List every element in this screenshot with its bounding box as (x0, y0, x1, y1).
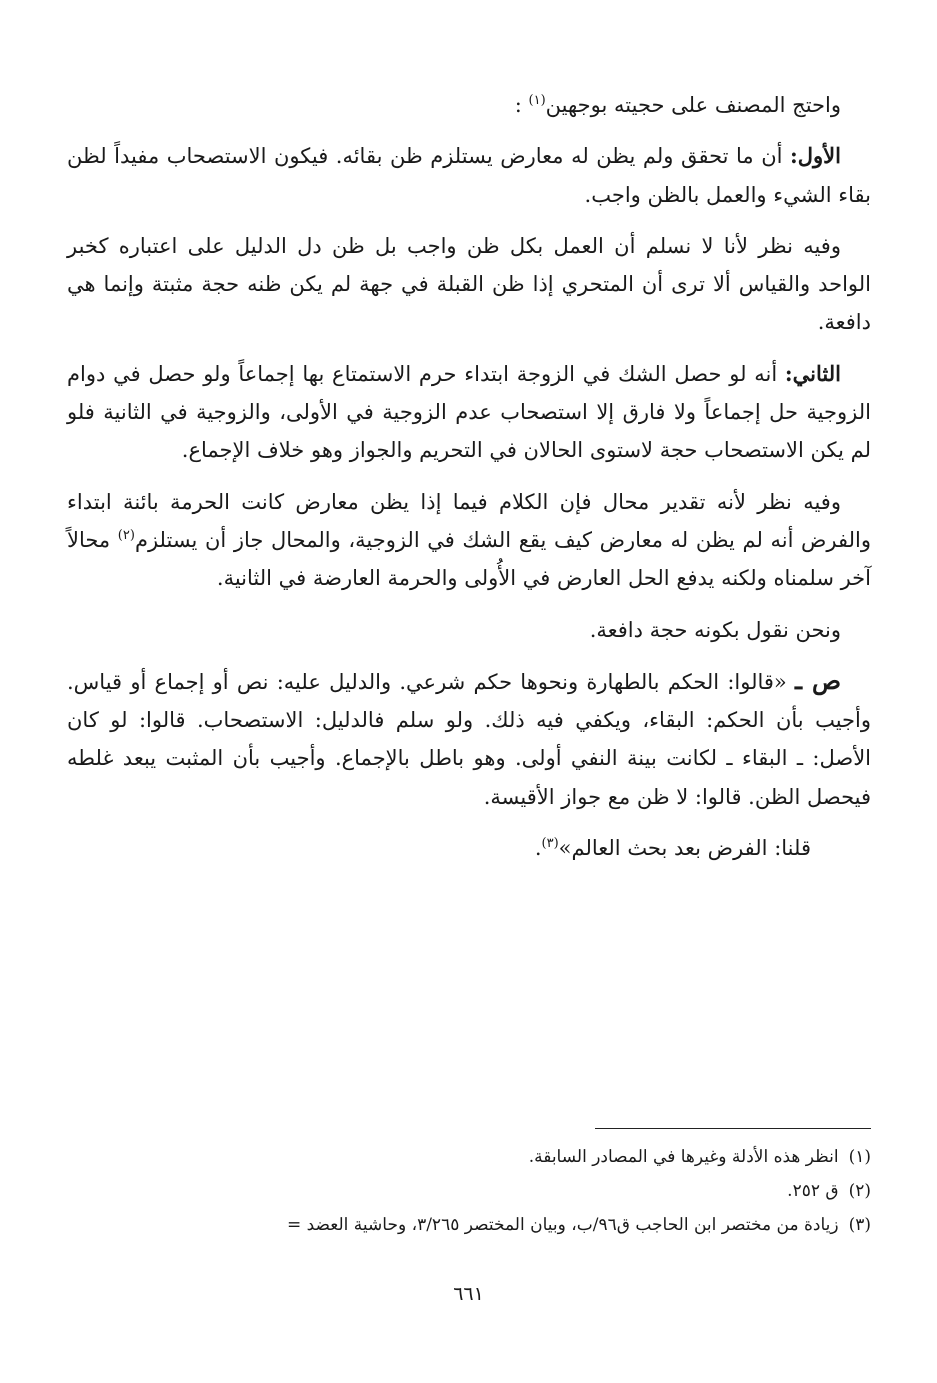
footnotes (67, 1140, 871, 1242)
main-text (67, 86, 871, 880)
sad-marker: ص ـ (795, 665, 841, 695)
paragraph-first-objection: وفيه نظر لأنا لا نسلم أن العمل بكل ظن واجب بل ظن دل الدليل على اعتباره كخبر الواحد والقياس ألا ترى أن المتحري إذا ظن القبلة في جهة لم يكن ظنه حجة مثبتة وإنما هي دافعة. (67, 233, 871, 335)
second-label: الثاني: (784, 360, 841, 386)
footnote-ref-2[interactable]: (٢) (117, 527, 135, 543)
paragraph-intro: واحتج المصنف على حجيته بوجهين$^{(١)}$ : (514, 93, 841, 117)
paragraph-first-argument: الأول: أن ما تحقق ولم يظن له معارض يستلزم ظن بقائه. فيكون الاستصحاب مفيداً لظن بقاء الشيء والعمل بالظن واجب. (67, 143, 871, 207)
paragraph-second-objection: وفيه نظر لأنه تقدير محال فإن الكلام فيما إذا يظن معارض كانت الحرمة بائنة ابتداء والفرض أنه لم يظن له معارض كيف يقع الشك في الزوجية، والمحال جاز أن يستلزم$^{(٢)}$ محالاً آخر سلمناه ولكنه يدفع الحل العارض في الأُولى والحرمة العارضة في الثانية. (67, 489, 871, 591)
paragraph-conclusion: ونحن نقول بكونه حجة دافعة. (589, 617, 841, 642)
page-number: ٦٦١ (453, 1283, 484, 1305)
footnote-3: (٣)زيادة من مختصر ابن الحاجب ق٩٦/ب، وبيان المختصر ٣/٢٦٥، وحاشية العضد = (286, 1215, 871, 1235)
footnote-ref-3[interactable]: (٣) (541, 836, 559, 852)
paragraph-text-quote: ص ـ «قالوا: الحكم بالطهارة ونحوها حكم شرعي. والدليل عليه: نص أو إجماع أو قياس. وأجيب بأن الحكم: البقاء، ويكفي فيه ذلك. ولو سلم فالدليل: الاستصحاب. قالوا: لو كان الأصل: ـ البقاء ـ لكانت بينة النفي أولى. وهو باطل بالإجماع. وأجيب بأن المثبت يبعد غلطه فيحصل الظن. قالوا: لا ظن مع جواز الأقيسة. (67, 665, 871, 809)
footnote-1: (١)انظر هذه الأدلة وغيرها في المصادر السابقة. (528, 1147, 871, 1167)
paragraph-reply: قلنا: الفرض بعد بحث العالم»$^{(٣)}$. (534, 836, 811, 861)
first-label: الأول: (790, 143, 841, 169)
footnote-ref-1[interactable]: (١) (528, 93, 546, 108)
paragraph-second-argument: الثاني: أنه لو حصل الشك في الزوجة ابتداء حرم الاستمتاع بها إجماعاً ولو حصل في دوام الزوجية حل إجماعاً ولا فارق إلا استصحاب عدم الزوجية في الأولى، والزوجية في الثانية فلو لم يكن الاستصحاب حجة لاستوى الحالان في التحريم والجواز وهو خلاف الإجماع. (67, 360, 871, 463)
footnote-2: (٢)ق ٢٥٢. (787, 1181, 871, 1201)
footnote-divider (595, 1128, 871, 1129)
